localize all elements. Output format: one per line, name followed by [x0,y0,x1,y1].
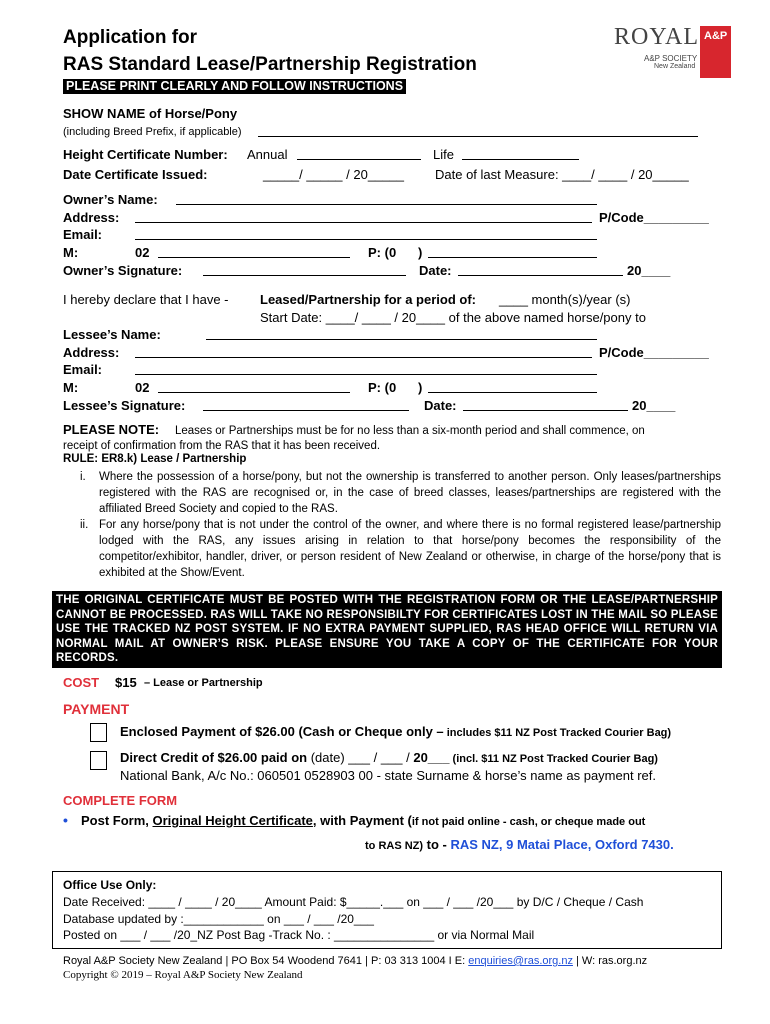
office-row-3[interactable]: Posted on ___ / ___ /20_NZ Post Bag -Track No. : _______________ or via Normal Mail [63,928,535,942]
footer-contact [63,955,647,967]
direct-credit-main: Direct Credit of $26.00 paid on [120,750,308,765]
footer-web: | W: ras.org.nz [572,955,648,967]
enclosed-payment-checkbox[interactable] [90,723,107,742]
lessee-address-label: Address: [63,345,120,360]
owner-phone-field[interactable] [428,246,597,258]
to-ras-label: to RAS NZ) [365,840,424,852]
office-use-box [52,871,722,949]
title-line-2: RAS Standard Lease/Partnership Registration [63,54,477,75]
lessee-pcode-label[interactable]: P/Code_________ [599,345,709,360]
life-field[interactable] [462,147,579,160]
office-row-2[interactable]: Database updated by :____________ on ___ / ___ /20___ [63,912,374,926]
cost-desc: – Lease or Partnership [144,677,263,689]
owner-mobile-prefix: 02 [135,245,150,260]
last-measure-field[interactable]: Date of last Measure: ____/ ____ / 20_____ [435,167,689,182]
enclosed-payment-note: includes $11 NZ Post Tracked Courier Bag) [443,727,672,739]
show-name-label: SHOW NAME of Horse/Pony [63,106,238,121]
declare-bold: Leased/Partnership for a period of: [260,292,476,307]
post-form-text [81,813,645,828]
owner-address-field[interactable] [135,211,592,223]
office-use-heading: Office Use Only: [63,878,157,892]
owner-mobile-label: M: [63,245,79,260]
owner-email-label: Email: [63,227,103,242]
owner-date-field[interactable] [458,264,623,276]
annual-label: Annual [247,147,288,162]
title-line-1: Application for [63,27,198,48]
note-line-2: receipt of confirmation from the RAS that it has been received. [63,440,381,452]
owner-date-year: 20____ [627,263,671,278]
lessee-phone-label: P: (0 [368,380,397,395]
lessee-date-year: 20____ [632,398,676,413]
footer-line: Royal A&P Society New Zealand | PO Box 54 Woodend 7641 | P: 03 313 1004 I E: [63,955,469,967]
owner-address-label: Address: [63,210,120,225]
logo-tag: A&P [700,26,731,78]
to-label: to - [423,837,451,852]
direct-credit-date[interactable]: (date) ___ / ___ / [307,750,414,765]
direct-credit-year[interactable]: 20___ [413,750,450,765]
show-name-hint: (including Breed Prefix, if applicable) [63,126,242,138]
cost-label: COST [63,675,100,690]
lessee-phone-close: ) [418,380,423,395]
height-cert-label: Height Certificate Number: [63,147,228,162]
owner-phone-close: ) [418,245,423,260]
footer-email-link[interactable]: enquiries@ras.org.nz [468,955,573,967]
lessee-date-field[interactable] [463,399,628,411]
declare-start[interactable]: Start Date: ____/ ____ / 20____ of the above named horse/pony to [260,310,646,325]
lessee-signature-label: Lessee’s Signature: [63,398,186,413]
lessee-name-label: Lessee’s Name: [63,327,161,342]
lessee-phone-field[interactable] [428,381,597,393]
annual-field[interactable] [297,147,421,160]
rule-i-text: Where the possession of a horse/pony, but not the ownership is transferred to another person. Only leases/partnerships registered with the RAS are recognised or, in the case of breed classes, leases/partnerships are registered with the affiliated Breed Society and copied to the RAS. [99,471,721,515]
direct-credit-note: (incl. $11 NZ Post Tracked Courier Bag) [449,753,658,765]
lessee-email-label: Email: [63,362,103,377]
cost-value: $15 [115,675,137,690]
rule-ii-text: For any horse/pony that is not under the control of the owner, and where there is no formal registered lease/partnership lodged with the RAS, any issues arising in relation to that horse/pony becomes the responsibility of the competitor/exhibitor, handler, driver, or person resident of New Zealand or otherwise, in charge of the horse/pony that is exhibited at the Show/Event. [99,519,721,579]
lessee-email-field[interactable] [135,363,597,375]
owner-name-label: Owner’s Name: [63,192,158,207]
direct-credit-checkbox[interactable] [90,751,107,770]
rule-line: RULE: ER8.k) Lease / Partnership [63,453,247,465]
owner-pcode-label[interactable]: P/Code_________ [599,210,709,225]
ras-address: RAS NZ, 9 Matai Place, Oxford 7430. [450,837,674,852]
lessee-mobile-field[interactable] [158,381,350,393]
enclosed-payment-main: Enclosed Payment of $26.00 (Cash or Cheque only – [120,724,444,739]
post-form-1: Post Form, [81,813,153,828]
enclosed-payment-text [120,724,671,739]
payment-heading: PAYMENT [63,701,130,717]
lessee-signature-field[interactable] [203,399,409,411]
lessee-mobile-prefix: 02 [135,380,150,395]
footer-copyright: Copyright © 2019 – Royal A&P Society New Zealand [63,969,303,981]
office-row-1[interactable]: Date Received: ____ / ____ / 20____ Amount Paid: $_____.___ on ___ / ___ /20___ by D/C / Cheque / Cash [63,895,644,909]
owner-mobile-field[interactable] [158,246,350,258]
owner-phone-label: P: (0 [368,245,397,260]
rule-ii-num: ii. [80,519,89,531]
logo-sub1: A&P SOCIETY [644,54,698,63]
show-name-field[interactable] [258,124,698,137]
to-ras-text [365,837,674,852]
direct-credit-text [120,750,658,765]
post-form-note: if not paid online - cash, or cheque made out [411,816,646,828]
post-form-cert: Original Height Certificate [152,813,313,828]
rule-i-num: i. [80,471,86,483]
life-label: Life [433,147,454,162]
declare-text: I hereby declare that I have - [63,292,229,307]
bank-details: National Bank, A/c No.: 060501 0528903 00 - state Surname & horse’s name as payment ref. [120,768,656,783]
complete-form-heading: COMPLETE FORM [63,793,178,808]
date-issued-field[interactable]: _____/ _____ / 20_____ [263,167,404,182]
lessee-mobile-label: M: [63,380,79,395]
note-line-1: Leases or Partnerships must be for no less than a six-month period and shall commence, on [175,425,645,437]
owner-signature-label: Owner’s Signature: [63,263,183,278]
logo-sub2: New Zealand [654,63,696,70]
owner-date-label: Date: [419,263,452,278]
owner-name-field[interactable] [176,193,597,205]
declare-period[interactable]: ____ month(s)/year (s) [499,292,631,307]
post-form-2: , with Payment ( [312,813,412,828]
bullet-icon: • [63,812,68,828]
warning-box: THE ORIGINAL CERTIFICATE MUST BE POSTED WITH THE REGISTRATION FORM OR THE LEASE/PARTNERSHIP CANNOT BE PROCESSED. RAS WILL TAKE NO RESPONSIBILTY FOR CERTIFICATES LOST IN THE MAIL SO PLEASE USE THE TRACKED NZ POST SYSTEM. IF NO EXTRA PAYMENT SUPPLIED, RAS HEAD OFFICE WILL RETURN VIA NORMAL MAIL AT OWNER’S RISK. PLEASE ENSURE YOU TAKE A COPY OF THE CERTIFICATE FOR YOUR RECORDS. [52,591,722,668]
lessee-name-field[interactable] [206,328,597,340]
instructions-banner: PLEASE PRINT CLEARLY AND FOLLOW INSTRUCTIONS [63,79,406,94]
owner-signature-field[interactable] [203,264,406,276]
please-note-label: PLEASE NOTE: [63,422,160,437]
lessee-address-field[interactable] [135,346,592,358]
lessee-date-label: Date: [424,398,457,413]
royal-logo [614,22,728,82]
date-issued-label: Date Certificate Issued: [63,167,208,182]
owner-email-field[interactable] [135,228,597,240]
logo-word: ROYAL [614,24,700,50]
